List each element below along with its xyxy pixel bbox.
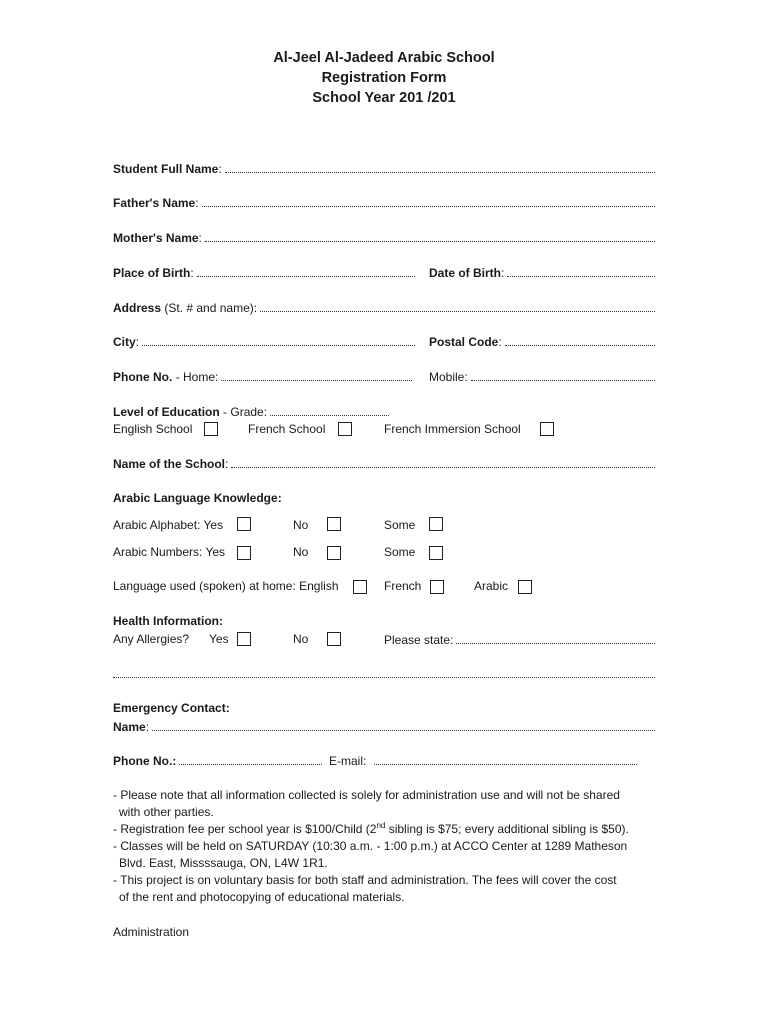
education-row bbox=[113, 403, 655, 419]
emergency-name-row: Name : bbox=[113, 718, 655, 734]
allergies-no-checkbox[interactable] bbox=[327, 632, 341, 646]
note-voluntary: - This project is on voluntary basis for both staff and administration. The fees will cover the cost bbox=[113, 873, 617, 887]
note-fee bbox=[113, 821, 673, 838]
note-classes-cont: Blvd. East, Missssauga, ON, L4W 1R1. bbox=[119, 856, 328, 870]
birth-row: Place of Birth : Date of Birth : bbox=[113, 264, 655, 280]
name-of-school-field[interactable] bbox=[231, 455, 655, 468]
city-row: City : Postal Code : bbox=[113, 333, 655, 349]
notes-section bbox=[113, 787, 673, 941]
note-privacy-cont: with other parties. bbox=[119, 805, 214, 819]
allergies-no-label: No bbox=[293, 632, 309, 646]
arabic-numbers-some-checkbox[interactable] bbox=[429, 546, 443, 560]
emergency-phone-label: Phone No.: bbox=[113, 754, 177, 768]
arabic-numbers-yes-checkbox[interactable] bbox=[237, 546, 251, 560]
arabic-numbers-no-label: No bbox=[293, 545, 309, 559]
school-year: School Year 201 /201 bbox=[312, 90, 456, 106]
city-field[interactable] bbox=[142, 333, 415, 346]
grade-field[interactable] bbox=[270, 403, 389, 416]
language-english-checkbox[interactable] bbox=[353, 580, 367, 594]
arabic-knowledge-row bbox=[113, 490, 655, 506]
school-type-row bbox=[113, 421, 655, 437]
arabic-knowledge-label: Arabic Language Knowledge: bbox=[113, 491, 282, 505]
address-field[interactable] bbox=[260, 299, 655, 312]
phone-home-field[interactable] bbox=[221, 368, 412, 381]
arabic-alphabet-yes-checkbox[interactable] bbox=[237, 517, 251, 531]
school-name-row: Name of the School : bbox=[113, 455, 655, 471]
french-school-checkbox[interactable] bbox=[338, 422, 352, 436]
language-french-checkbox[interactable] bbox=[430, 580, 444, 594]
note-voluntary-cont: of the rent and photocopying of educational materials. bbox=[119, 890, 405, 904]
emergency-name-label: Name bbox=[113, 720, 146, 734]
father-name-row: Father's Name : bbox=[113, 194, 655, 210]
note-privacy: - Please note that all information collected is solely for administration use and will not be shared bbox=[113, 788, 620, 802]
please-state-label: Please state: bbox=[384, 633, 454, 647]
arabic-numbers-some-label: Some bbox=[384, 545, 416, 559]
french-immersion-label: French Immersion School bbox=[384, 422, 521, 436]
mother-name-field[interactable] bbox=[205, 229, 655, 242]
education-label: Level of Education bbox=[113, 405, 220, 419]
mother-name-row: Mother's Name : bbox=[113, 229, 655, 245]
language-arabic-label: Arabic bbox=[474, 579, 509, 593]
student-name-label: Student Full Name bbox=[113, 162, 219, 176]
note-fee-sup: nd bbox=[376, 821, 386, 830]
french-school-label: French School bbox=[248, 422, 326, 436]
mobile-field[interactable] bbox=[471, 368, 655, 381]
arabic-numbers-no-checkbox[interactable] bbox=[327, 546, 341, 560]
allergies-yes-checkbox[interactable] bbox=[237, 632, 251, 646]
arabic-alphabet-row bbox=[113, 517, 655, 533]
administration-signature: Administration bbox=[113, 925, 190, 939]
english-school-checkbox[interactable] bbox=[204, 422, 218, 436]
school-name: Al-Jeel Al-Jadeed Arabic School bbox=[273, 50, 495, 66]
grade-label: - Grade: bbox=[223, 405, 268, 419]
language-home-label: Language used (spoken) at home: English bbox=[113, 579, 339, 593]
arabic-numbers-label: Arabic Numbers: Yes bbox=[113, 545, 226, 559]
address-label: Address bbox=[113, 301, 162, 315]
city-label: City bbox=[113, 335, 136, 349]
mother-name-label: Mother's Name bbox=[113, 231, 199, 245]
address-hint: (St. # and name): bbox=[164, 301, 258, 315]
allergies-extra-row bbox=[113, 665, 655, 681]
address-row bbox=[113, 299, 655, 315]
postal-code-field[interactable] bbox=[505, 333, 655, 346]
arabic-alphabet-label: Arabic Alphabet: Yes bbox=[113, 518, 224, 532]
place-of-birth-field[interactable] bbox=[197, 264, 415, 277]
language-arabic-checkbox[interactable] bbox=[518, 580, 532, 594]
student-name-field[interactable] bbox=[225, 160, 655, 173]
language-french-label: French bbox=[384, 579, 422, 593]
language-home-row bbox=[113, 578, 655, 594]
form-title: Registration Form bbox=[321, 70, 447, 86]
arabic-alphabet-no-checkbox[interactable] bbox=[327, 517, 341, 531]
french-immersion-checkbox[interactable] bbox=[540, 422, 554, 436]
note-classes: - Classes will be held on SATURDAY (10:30 a.m. - 1:00 p.m.) at ACCO Center at 1289 Matheson bbox=[113, 839, 628, 853]
student-name-row: Student Full Name : bbox=[113, 160, 655, 176]
allergies-yes-label: Yes bbox=[209, 632, 229, 646]
arabic-alphabet-some-checkbox[interactable] bbox=[429, 517, 443, 531]
form-header bbox=[0, 48, 768, 108]
emergency-phone-field[interactable] bbox=[179, 752, 322, 765]
mobile-label: Mobile: bbox=[429, 370, 468, 384]
father-name-field[interactable] bbox=[202, 194, 655, 207]
health-info-row bbox=[113, 613, 655, 629]
phone-label: Phone No. bbox=[113, 370, 173, 384]
arabic-numbers-row bbox=[113, 544, 655, 560]
emergency-phone-row bbox=[113, 752, 655, 768]
date-of-birth-field[interactable] bbox=[507, 264, 655, 277]
phone-row bbox=[113, 368, 655, 384]
note-fee-text-end: sibling is $75; every additional sibling is $50). bbox=[385, 822, 629, 836]
allergies-label: Any Allergies? bbox=[113, 632, 190, 646]
father-name-label: Father's Name bbox=[113, 196, 196, 210]
health-info-label: Health Information: bbox=[113, 614, 223, 628]
emergency-contact-label: Emergency Contact: bbox=[113, 701, 230, 715]
allergies-row bbox=[113, 631, 655, 647]
email-label: E-mail: bbox=[329, 754, 367, 768]
name-of-school-label: Name of the School bbox=[113, 457, 226, 471]
email-field[interactable] bbox=[374, 752, 637, 765]
note-fee-text: - Registration fee per school year is $100/Child (2 bbox=[113, 822, 377, 836]
allergies-details-field[interactable] bbox=[456, 631, 655, 644]
arabic-alphabet-no-label: No bbox=[293, 518, 309, 532]
arabic-alphabet-some-label: Some bbox=[384, 518, 416, 532]
phone-home-label: - Home: bbox=[175, 370, 219, 384]
english-school-label: English School bbox=[113, 422, 193, 436]
date-of-birth-label: Date of Birth bbox=[429, 266, 501, 280]
place-of-birth-label: Place of Birth bbox=[113, 266, 191, 280]
allergies-extra-field[interactable] bbox=[113, 665, 655, 678]
postal-code-label: Postal Code bbox=[429, 335, 499, 349]
emergency-contact-row bbox=[113, 700, 655, 716]
emergency-name-field[interactable] bbox=[152, 718, 655, 731]
